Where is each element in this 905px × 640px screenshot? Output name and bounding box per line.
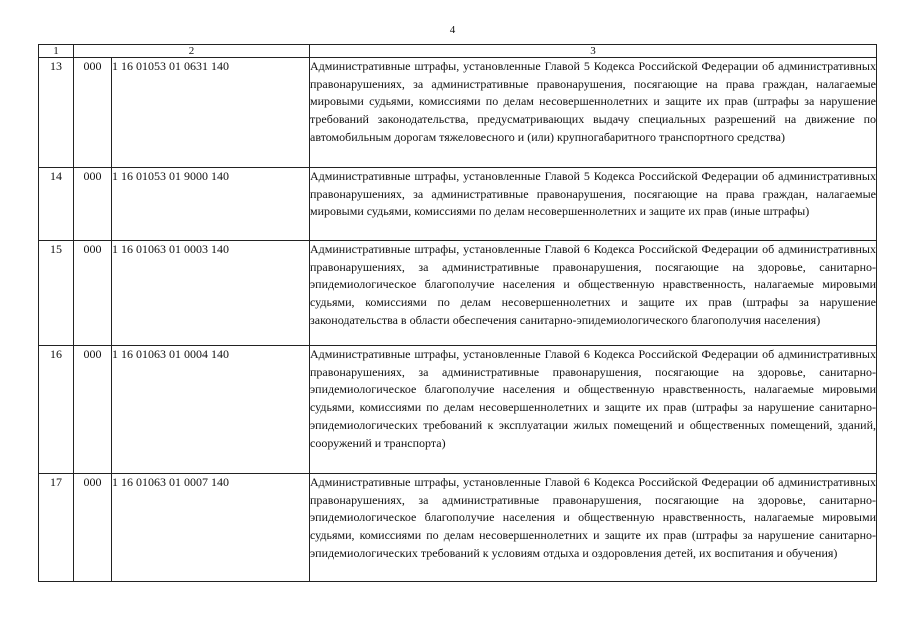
fine-description: Административные штрафы, установленные Главой 5 Кодекса Российской Федерации об административных правонарушениях, за административные правонарушения, посягающие на права граждан, налагаемые мировыми судьями, комиссиями по делам несовершеннолетних и защите их прав (иные штрафы)	[310, 168, 877, 241]
header-col-2: 2	[74, 45, 310, 58]
table-row	[39, 241, 877, 346]
admin-code: 000	[74, 474, 112, 582]
budget-classification-code: 1 16 01053 01 0631 140	[112, 58, 310, 168]
fines-table	[38, 44, 877, 582]
header-col-1: 1	[39, 45, 74, 58]
row-number: 16	[39, 346, 74, 474]
budget-classification-code: 1 16 01063 01 0003 140	[112, 241, 310, 346]
admin-code: 000	[74, 346, 112, 474]
row-number: 15	[39, 241, 74, 346]
fine-description: Административные штрафы, установленные Главой 6 Кодекса Российской Федерации об административных правонарушениях, за административные правонарушения, посягающие на здоровье, санитарно-эпидемиологическое благополучие населения и общественную нравственность, налагаемые мировыми судьями, комиссиями по делам несовершеннолетних и защите их прав (штрафы за нарушение санитарно-эпидемиологических требований к эксплуатации жилых помещений и общественных помещений, зданий, сооружений и транспорта)	[310, 346, 877, 474]
budget-classification-code: 1 16 01063 01 0004 140	[112, 346, 310, 474]
fine-description: Административные штрафы, установленные Главой 6 Кодекса Российской Федерации об административных правонарушениях, за административные правонарушения, посягающие на здоровье, санитарно-эпидемиологическое благополучие населения и общественную нравственность, налагаемые мировыми судьями, комиссиями по делам несовершеннолетних и защите их прав (штрафы за нарушение санитарно-эпидемиологических требований к условиям отдыха и оздоровления детей, их воспитания и обучения)	[310, 474, 877, 582]
fine-description: Административные штрафы, установленные Главой 5 Кодекса Российской Федерации об административных правонарушениях, за административные правонарушения, посягающие на права граждан, налагаемые мировыми судьями, комиссиями по делам несовершеннолетних и защите их прав (штрафы за нарушение требований законодательства, предусматривающих выдачу специальных разрешений на движение по автомобильным дорогам тяжеловесного и (или) крупногабаритного транспортного средства)	[310, 58, 877, 168]
row-number: 14	[39, 168, 74, 241]
table-row	[39, 58, 877, 168]
page-number: 4	[449, 24, 456, 36]
row-number: 13	[39, 58, 74, 168]
table-row	[39, 168, 877, 241]
admin-code: 000	[74, 58, 112, 168]
header-col-3: 3	[310, 45, 877, 58]
fine-description: Административные штрафы, установленные Главой 6 Кодекса Российской Федерации об административных правонарушениях, за административные правонарушения, посягающие на здоровье, санитарно-эпидемиологическое благополучие населения и общественную нравственность, налагаемые мировыми судьями, комиссиями по делам несовершеннолетних и защите их прав (штрафы за нарушение законодательства в области обеспечения санитарно-эпидемиологического благополучия населения)	[310, 241, 877, 346]
admin-code: 000	[74, 168, 112, 241]
admin-code: 000	[74, 241, 112, 346]
budget-classification-code: 1 16 01053 01 9000 140	[112, 168, 310, 241]
table-header-row	[39, 45, 877, 58]
table-row	[39, 346, 877, 474]
table-row	[39, 474, 877, 582]
budget-classification-code: 1 16 01063 01 0007 140	[112, 474, 310, 582]
row-number: 17	[39, 474, 74, 582]
